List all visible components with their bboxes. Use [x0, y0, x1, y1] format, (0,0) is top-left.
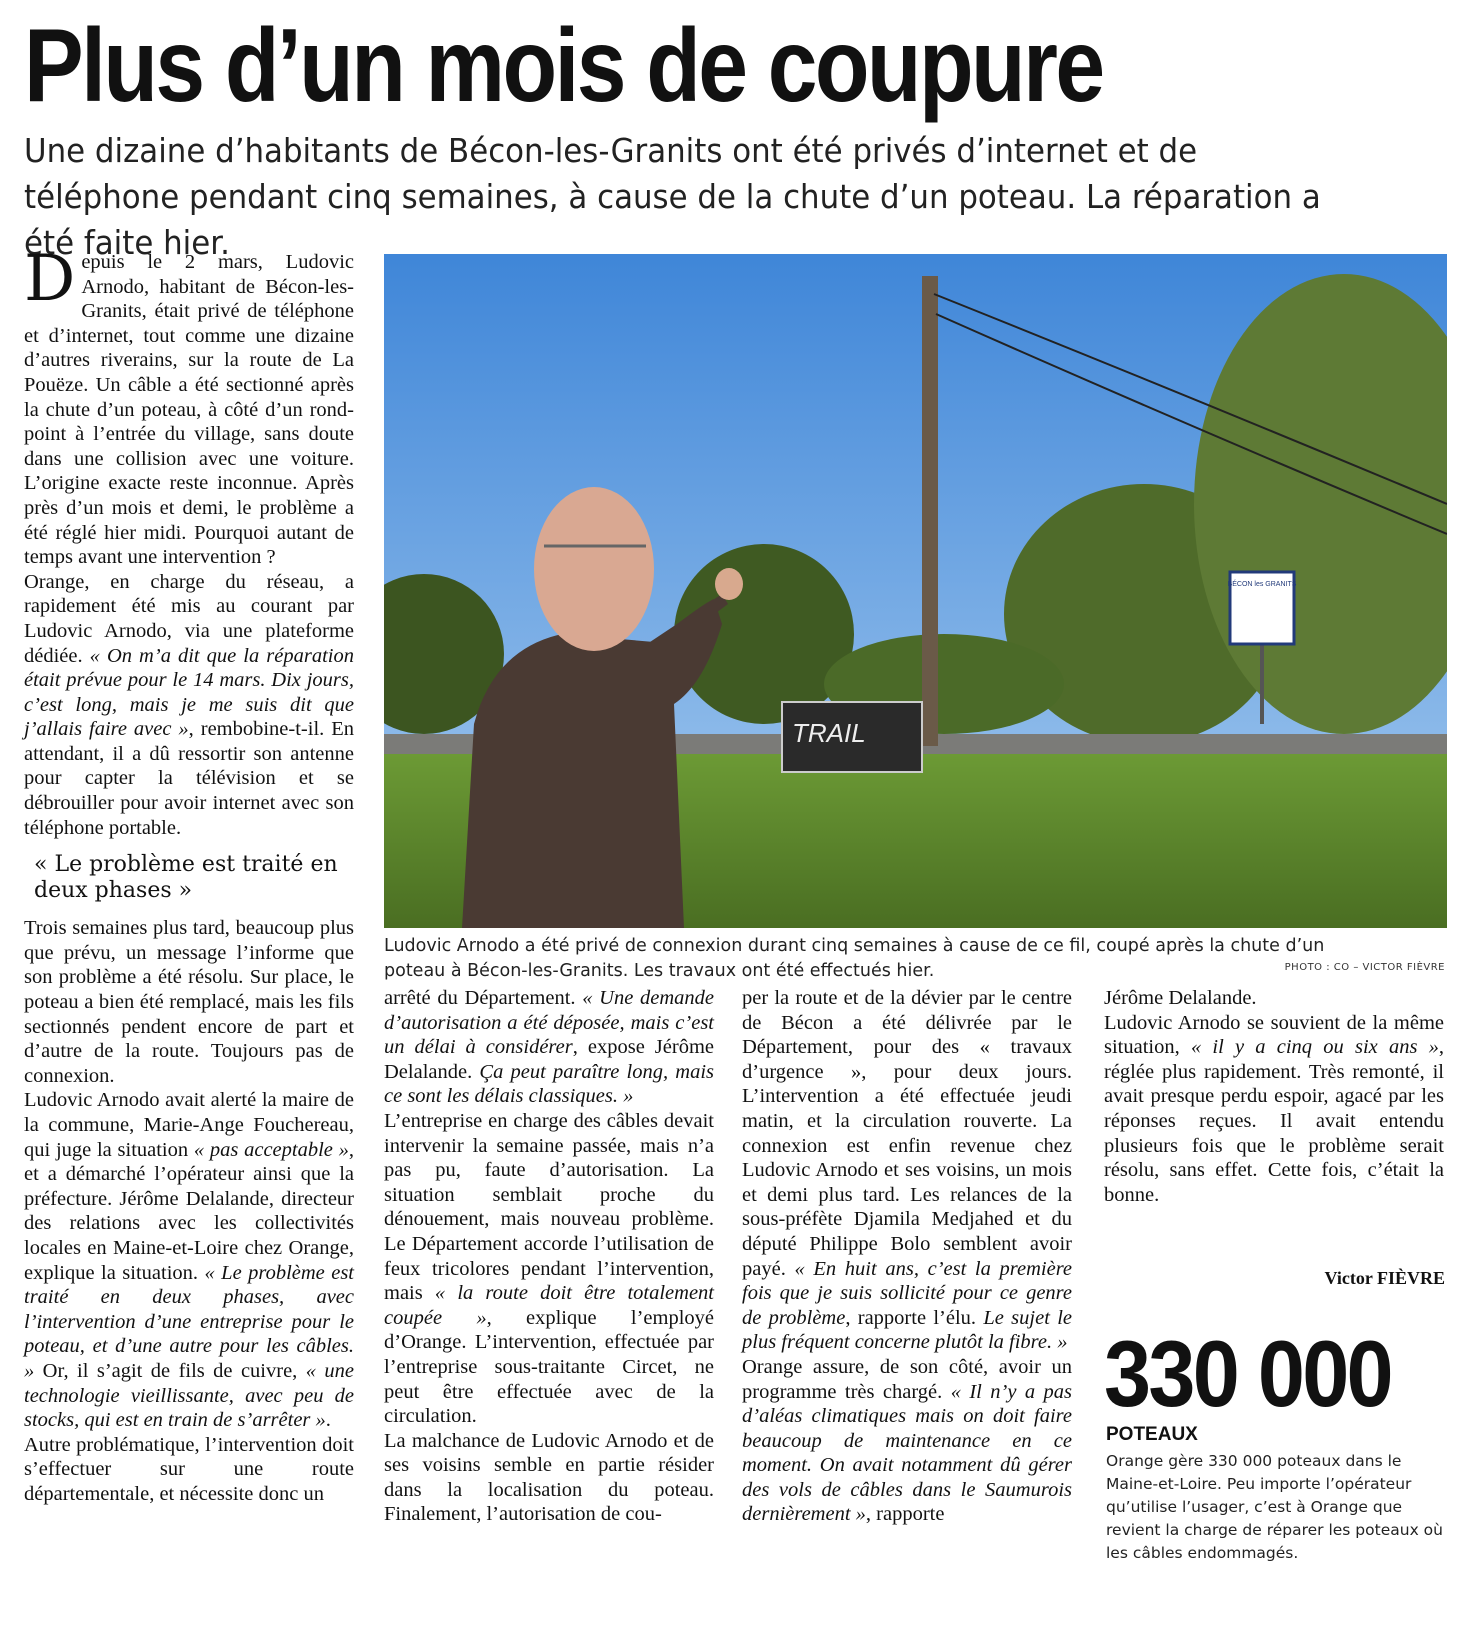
column-2: [384, 986, 714, 1527]
column-4: [1104, 986, 1444, 1207]
author-signature: Victor FIÈVRE: [1324, 1268, 1445, 1288]
trail-banner-text: TRAIL: [792, 718, 866, 748]
paragraph-text: , réglée plus rapidement. Très remonté, il avait presque perdu espoir, agacé par les réponses reçues. Il avait entendu plusieurs fois que le problème serait résolu, sans effet. Cette fois, c’était la bonne.: [1104, 1036, 1445, 1206]
paragraph-text: Orange, en charge du réseau, a rapidement été mis au courant par Ludovic Arnodo, via une plateforme dédiée.: [24, 570, 354, 667]
paragraph-text: , et a démarché l’opérateur ainsi que la préfecture. Jérôme Delalande, directeur des relations avec les collectivités locales en Maine-et-Loire chez Orange, explique la situation.: [24, 1138, 354, 1284]
photo-caption: Ludovic Arnodo a été privé de connexion durant cinq semaines à cause de ce fil, coupé après la chute d’un poteau à Bécon-les-Granits. Les travaux ont été effectués hier.: [384, 936, 1325, 981]
paragraph-text: , rembobine-t-il. En attendant, il a dû ressortir son antenne pour capter la télévision et se débrouiller pour avoir internet avec son téléphone portable.: [24, 718, 354, 839]
paragraph-text: Trois semaines plus tard, beaucoup plus que prévu, un message l’informe que son problème a été résolu. Sur place, le poteau a bien été remplacé, mais les fils sectionnés pendent encore de part et d’autre de la route. Toujours pas de connexion.: [24, 917, 354, 1087]
paragraph: [24, 916, 354, 1088]
paragraph-text: Or, il s’agit de fils de cuivre,: [34, 1359, 306, 1382]
paragraph: [384, 1429, 714, 1527]
paragraph-intro: [24, 242, 354, 570]
paragraph-text: L’entreprise en charge des câbles devait intervenir la semaine passée, mais n’a pas pu, faute d’autorisation. La situation semblait proche du dénouement, mais nouveau problème. Le Département accorde l’utilisation de feux tricolores pendant l’intervention, mais: [384, 1109, 714, 1305]
fact-number: 330 000: [1104, 1321, 1391, 1426]
quote: « la route doit être totalement coupée »: [384, 1282, 714, 1329]
article-photo: [384, 254, 1447, 928]
paragraph: [742, 1355, 1072, 1527]
photo-illustration: [384, 254, 1447, 928]
paragraph-text: , expose Jérôme Delalande.: [384, 1036, 715, 1083]
quote: « On m’a dit que la réparation était prévue pour le 14 mars. Dix jours, c’est long, mais je me suis dit que j’allais faire avec »: [24, 644, 354, 741]
paragraph-text: , rapporte: [865, 1503, 945, 1526]
paragraph-text: Jérôme Delalande.: [1104, 987, 1257, 1009]
paragraph-text: Ludovic Arnodo avait alerté la maire de la commune, Marie-Ange Fouchereau, qui juge la situation: [24, 1089, 354, 1161]
quote: « une technologie vieillissante, avec peu de stocks, qui est en train de s’arrêter »: [24, 1359, 355, 1432]
person-head: [534, 487, 654, 651]
column-3: [742, 986, 1072, 1527]
paragraph-text: Orange assure, de son côté, avoir un programme très chargé.: [742, 1355, 1072, 1403]
paragraph: [24, 1433, 354, 1507]
quote: « il y a cinq ou six ans »: [1190, 1036, 1439, 1059]
paragraph-text: arrêté du Département.: [384, 987, 583, 1009]
paragraph: [1104, 986, 1444, 1011]
fact-label: POTEAUX: [1106, 1424, 1198, 1445]
paragraph-text: Ludovic Arnodo se souvient de la même situation,: [1104, 1011, 1444, 1059]
telephone-pole: [922, 276, 938, 746]
paragraph-text: La malchance de Ludovic Arnodo et de ses voisins semble en partie résider dans la localisation du poteau. Finalement, l’autorisation de cou-: [384, 1429, 714, 1526]
paragraph-text: per la route et de la dévier par le centre de Bécon a été délivrée par le Département, pour des « travaux d’urgence », pour deux jours. L’intervention a été effectuée jeudi matin, et la circulation rouverte. La connexion est enfin revenue chez Ludovic Arnodo et ses voisins, un mois et demi plus tard. Les relances de la sous-préfète Djamila Medjahed et du député Philippe Bolo semblent avoir payé.: [742, 987, 1072, 1280]
paragraph-text: .: [325, 1409, 331, 1432]
paragraph-text: , explique l’employé d’Orange. L’intervention, effectuée par l’entreprise sous-traitante Circet, ne peut être effectuée avec de la circulation.: [384, 1306, 715, 1428]
road-sign-text: BÉCON les GRANITS: [1227, 581, 1297, 588]
headline: Plus d’un mois de coupure: [24, 8, 1103, 124]
quote: « Une demande d’autorisation a été déposée, mais c’est un délai à considérer: [384, 987, 715, 1059]
paragraph-text: , rapporte l’élu.: [845, 1306, 984, 1329]
paragraph: [1104, 1011, 1444, 1208]
quote: « Le problème est traité en deux phases, avec l’intervention d’une entreprise pour le poteau, et d’une autre pour les câbles. »: [24, 1261, 354, 1382]
quote: « Il n’y a pas d’aléas climatiques mais on doit faire beaucoup de maintenance en ce moment. On avait notamment dû gérer des vols de câbles dans le Saumurois dernièrement »: [742, 1380, 1072, 1526]
intertitle: « Le problème est traité en deux phases »: [34, 852, 338, 904]
column-1: [24, 242, 355, 1507]
drop-cap: D: [24, 242, 76, 316]
quote: « pas acceptable »: [193, 1138, 349, 1161]
paragraph: [24, 1088, 354, 1432]
person-hand: [715, 568, 743, 600]
fact-text: Orange gère 330 000 poteaux dans le Maine-et-Loire. Peu importe l’opérateur qu’utilise l’usager, c’est à Orange que revient la charge de réparer les poteaux où les câbles endommagés.: [1106, 1452, 1443, 1562]
paragraph-text: Autre problématique, l’intervention doit s’effectuer sur une route départementale, et nécessite donc un: [24, 1433, 354, 1505]
quote: Ça peut paraître long, mais ce sont les délais classiques. »: [384, 1060, 715, 1108]
paragraph: [24, 570, 354, 841]
standfirst: Une dizaine d’habitants de Bécon-les-Granits ont été privés d’internet et de téléphone pendant cinq semaines, à cause de la chute d’un poteau. La réparation a été faite hier.: [24, 131, 1321, 262]
paragraph-text: epuis le 2 mars, Ludovic Arnodo, habitant de Bécon-les-Granits, était privé de téléphone et d’internet, tout comme une dizaine d’autres riverains, sur la route de La Pouëze. Un câble a été sectionné après la chute d’un poteau, à côté d’un rond-point à l’entrée du village, sans doute dans une collision avec une voiture. L’origine exacte reste inconnue. Après près d’un mois et demi, le problème a été réglé hier midi. Pourquoi autant de temps avant une intervention ?: [24, 251, 354, 569]
photo-credit: PHOTO : CO – VICTOR FIÈVRE: [1284, 962, 1445, 973]
paragraph: [384, 986, 714, 1109]
quote: Le sujet le plus fréquent concerne plutôt la fibre. »: [742, 1306, 1073, 1354]
paragraph: [384, 1109, 714, 1429]
quote: « En huit ans, c’est la première fois que je suis sollicité pour ce genre de problème: [742, 1257, 1073, 1329]
paragraph: [742, 986, 1072, 1355]
